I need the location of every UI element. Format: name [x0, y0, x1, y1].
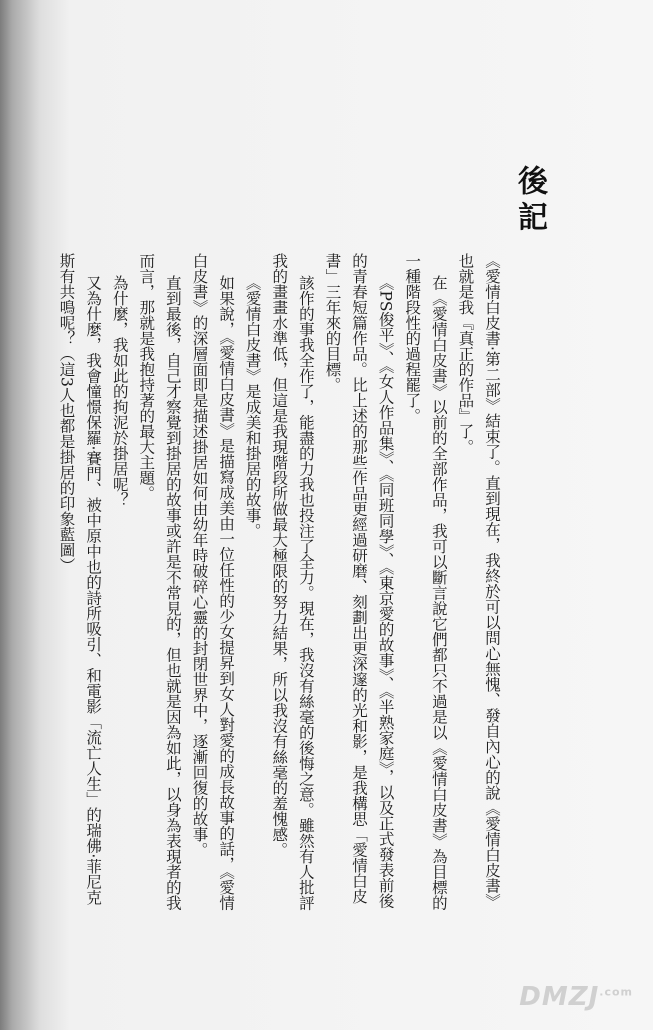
paragraph-7: 直到最後，自己才察覺到掛居的故事或許是不常見的，但也就是因為如此，以身為表現者的我而言，那就是我抱持著的最大主題。 [137, 253, 182, 911]
paragraph-4: 該作的事我全作了，能盡的力我也投注了全力。現在，我沒有絲毫的後悔之意。雖然有人批評我的畫畫水準低，但這是我現階段所做最大極限的努力結果，所以我沒有絲毫的羞愧感。 [270, 253, 315, 911]
site-watermark [519, 982, 633, 1012]
page-title: 後記 [512, 165, 547, 237]
paragraph-6: 如果說，《愛情白皮書》是描寫成美由一位任性的少女提昇到女人對愛的成長故事的話，《愛情白皮書》的深層面即是描述掛居如何由幼年時破碎心靈的封閉世界中，逐漸回復的故事。 [190, 253, 236, 911]
watermark-text: DMZJ [519, 982, 600, 1012]
paragraph-5: 《愛情白皮書》是成美和掛居的故事。 [243, 274, 262, 539]
afterword-body [53, 253, 505, 913]
paragraph-1: 《愛情白皮書‧第二部》結束了。直到現在，我終於可以問心無愧、發自內心的說《愛情白皮書》也就是我『真正的作品』了。 [456, 253, 501, 909]
watermark-suffix: .com [599, 985, 633, 999]
paragraph-3: 《PS俊平》、《女人作品集》、《同班同學》、《東京愛的故事》、《半熟家庭》，以及正式發表前後的青春短篇作品。比上述的那些作品更經過研磨、刻劃出更深邃的光和影，是我構思「愛情白皮書」三年來的目標。 [323, 253, 395, 908]
paragraph-9: 又為什麼，我會憧憬保羅‧賽門、被中原中也的詩所吸引、和電影「流亡人生」的瑞佛‧菲尼克斯有共鳴呢？（這3人也都是掛居的印象藍圖） [57, 253, 103, 905]
paragraph-2: 在《愛情白皮書》以前的全部作品，我可以斷言說它們都只不過是以《愛情白皮書》為目標的一種階段性的過程罷了。 [403, 253, 448, 911]
paragraph-8: 為什麼，我如此的拘泥於掛居呢？ [110, 274, 129, 508]
